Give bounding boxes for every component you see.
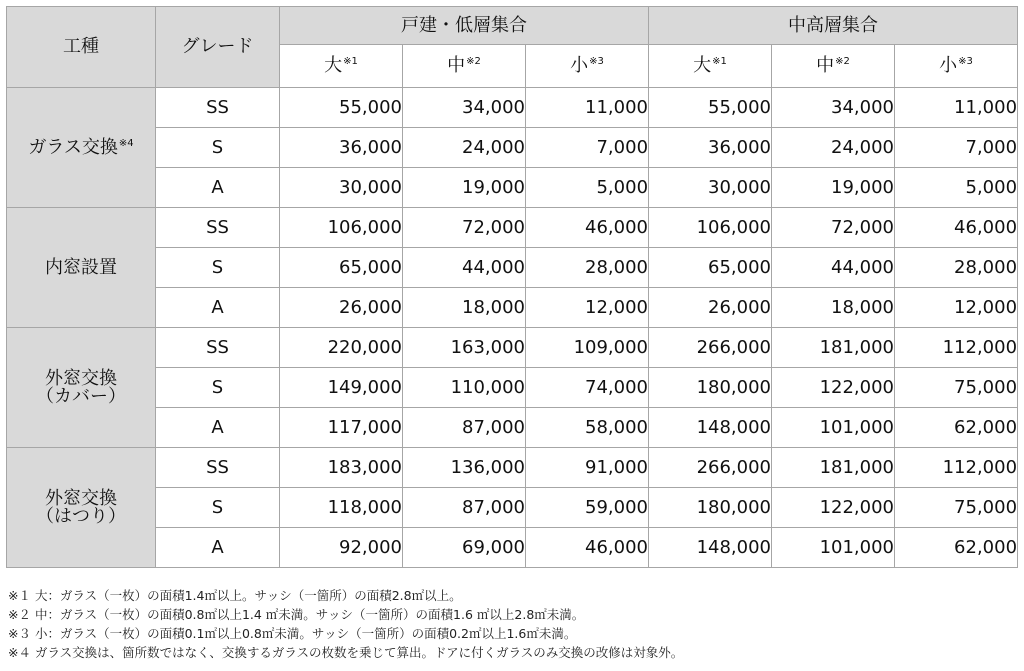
price-cell: 117,000 — [280, 408, 403, 448]
grade-cell: SS — [156, 328, 280, 368]
price-cell: 75,000 — [895, 488, 1018, 528]
price-cell: 5,000 — [526, 168, 649, 208]
price-cell: 180,000 — [649, 368, 772, 408]
price-cell: 72,000 — [403, 208, 526, 248]
price-cell: 122,000 — [772, 368, 895, 408]
price-cell: 44,000 — [772, 248, 895, 288]
footnote: ※１ 大：ガラス（一枚）の面積1.4㎡以上。サッシ（一箇所）の面積2.8㎡以上。 — [8, 588, 462, 603]
grade-cell: S — [156, 368, 280, 408]
price-cell: 266,000 — [649, 448, 772, 488]
grade-cell: SS — [156, 208, 280, 248]
price-cell: 109,000 — [526, 328, 649, 368]
price-cell: 55,000 — [649, 88, 772, 128]
price-cell: 87,000 — [403, 408, 526, 448]
price-cell: 87,000 — [403, 488, 526, 528]
price-cell: 24,000 — [772, 128, 895, 168]
price-cell: 112,000 — [895, 448, 1018, 488]
footnote: ※３ 小：ガラス（一枚）の面積0.1㎡以上0.8㎡未満。サッシ（一箇所）の面積0.2㎡以上1.6㎡未満。 — [8, 626, 577, 641]
table-row — [7, 88, 1018, 128]
price-cell: 46,000 — [895, 208, 1018, 248]
table-row — [7, 528, 1018, 568]
price-cell: 11,000 — [526, 88, 649, 128]
price-cell: 72,000 — [772, 208, 895, 248]
price-cell: 34,000 — [772, 88, 895, 128]
price-cell: 181,000 — [772, 328, 895, 368]
grade-cell: A — [156, 288, 280, 328]
group-header-midrise: 中高層集合 — [649, 7, 1018, 45]
price-cell: 28,000 — [526, 248, 649, 288]
price-cell: 110,000 — [403, 368, 526, 408]
table-row — [7, 208, 1018, 248]
price-cell: 7,000 — [526, 128, 649, 168]
size-header: 小$^{※3}$ — [526, 45, 649, 88]
price-cell: 183,000 — [280, 448, 403, 488]
price-cell: 46,000 — [526, 528, 649, 568]
table-row — [7, 248, 1018, 288]
size-header: 中$^{※2}$ — [403, 45, 526, 88]
grade-cell: SS — [156, 88, 280, 128]
price-cell: 92,000 — [280, 528, 403, 568]
grade-cell: S — [156, 248, 280, 288]
price-cell: 12,000 — [895, 288, 1018, 328]
price-cell: 148,000 — [649, 528, 772, 568]
table-row — [7, 328, 1018, 368]
price-cell: 149,000 — [280, 368, 403, 408]
price-cell: 12,000 — [526, 288, 649, 328]
price-cell: 26,000 — [280, 288, 403, 328]
price-cell: 36,000 — [649, 128, 772, 168]
grade-cell: A — [156, 168, 280, 208]
grade-header: グレード — [156, 7, 280, 88]
work-type-cell: 内窓設置 — [7, 208, 156, 328]
price-cell: 74,000 — [526, 368, 649, 408]
size-header: 大$^{※1}$ — [649, 45, 772, 88]
size-header: 中$^{※2}$ — [772, 45, 895, 88]
grade-cell: A — [156, 528, 280, 568]
price-cell: 18,000 — [403, 288, 526, 328]
footnote: ※２ 中：ガラス（一枚）の面積0.8㎡以上1.4 ㎡未満。サッシ（一箇所）の面積1.6 ㎡以上2.8㎡未満。 — [8, 607, 585, 622]
work-type-cell: 外窓交換 （カバー） — [7, 328, 156, 448]
price-cell: 7,000 — [895, 128, 1018, 168]
work-type-cell: ガラス交換$^{※4}$ — [7, 88, 156, 208]
price-cell: 91,000 — [526, 448, 649, 488]
subsidy-price-table — [6, 6, 1018, 568]
price-cell: 75,000 — [895, 368, 1018, 408]
table-row — [7, 408, 1018, 448]
price-cell: 58,000 — [526, 408, 649, 448]
table-row — [7, 288, 1018, 328]
price-cell: 26,000 — [649, 288, 772, 328]
table-row — [7, 168, 1018, 208]
price-cell: 19,000 — [772, 168, 895, 208]
price-cell: 101,000 — [772, 528, 895, 568]
price-cell: 5,000 — [895, 168, 1018, 208]
work-type-cell: 外窓交換 （はつり） — [7, 448, 156, 568]
size-header: 小$^{※3}$ — [895, 45, 1018, 88]
price-cell: 69,000 — [403, 528, 526, 568]
price-cell: 180,000 — [649, 488, 772, 528]
price-cell: 11,000 — [895, 88, 1018, 128]
table-row — [7, 448, 1018, 488]
price-cell: 122,000 — [772, 488, 895, 528]
work-type-header: 工種 — [7, 7, 156, 88]
price-cell: 62,000 — [895, 528, 1018, 568]
price-cell: 181,000 — [772, 448, 895, 488]
group-header-detached: 戸建・低層集合 — [280, 7, 649, 45]
price-cell: 46,000 — [526, 208, 649, 248]
price-cell: 55,000 — [280, 88, 403, 128]
price-cell: 266,000 — [649, 328, 772, 368]
price-cell: 148,000 — [649, 408, 772, 448]
price-cell: 59,000 — [526, 488, 649, 528]
price-cell: 19,000 — [403, 168, 526, 208]
price-cell: 34,000 — [403, 88, 526, 128]
grade-cell: SS — [156, 448, 280, 488]
footnotes — [8, 586, 683, 662]
table-row — [7, 488, 1018, 528]
price-cell: 36,000 — [280, 128, 403, 168]
price-cell: 65,000 — [649, 248, 772, 288]
price-cell: 28,000 — [895, 248, 1018, 288]
price-cell: 220,000 — [280, 328, 403, 368]
price-cell: 44,000 — [403, 248, 526, 288]
price-cell: 30,000 — [649, 168, 772, 208]
table-row — [7, 128, 1018, 168]
price-cell: 163,000 — [403, 328, 526, 368]
price-cell: 112,000 — [895, 328, 1018, 368]
price-cell: 62,000 — [895, 408, 1018, 448]
price-cell: 65,000 — [280, 248, 403, 288]
grade-cell: S — [156, 488, 280, 528]
price-cell: 136,000 — [403, 448, 526, 488]
price-cell: 106,000 — [280, 208, 403, 248]
size-header: 大$^{※1}$ — [280, 45, 403, 88]
price-cell: 18,000 — [772, 288, 895, 328]
price-cell: 118,000 — [280, 488, 403, 528]
footnote: ※４ ガラス交換は、箇所数ではなく、交換するガラスの枚数を乗じて算出。ドアに付くガラスのみ交換の改修は対象外。 — [8, 645, 684, 660]
price-cell: 30,000 — [280, 168, 403, 208]
grade-cell: A — [156, 408, 280, 448]
price-cell: 24,000 — [403, 128, 526, 168]
price-cell: 106,000 — [649, 208, 772, 248]
table-row — [7, 368, 1018, 408]
grade-cell: S — [156, 128, 280, 168]
price-cell: 101,000 — [772, 408, 895, 448]
